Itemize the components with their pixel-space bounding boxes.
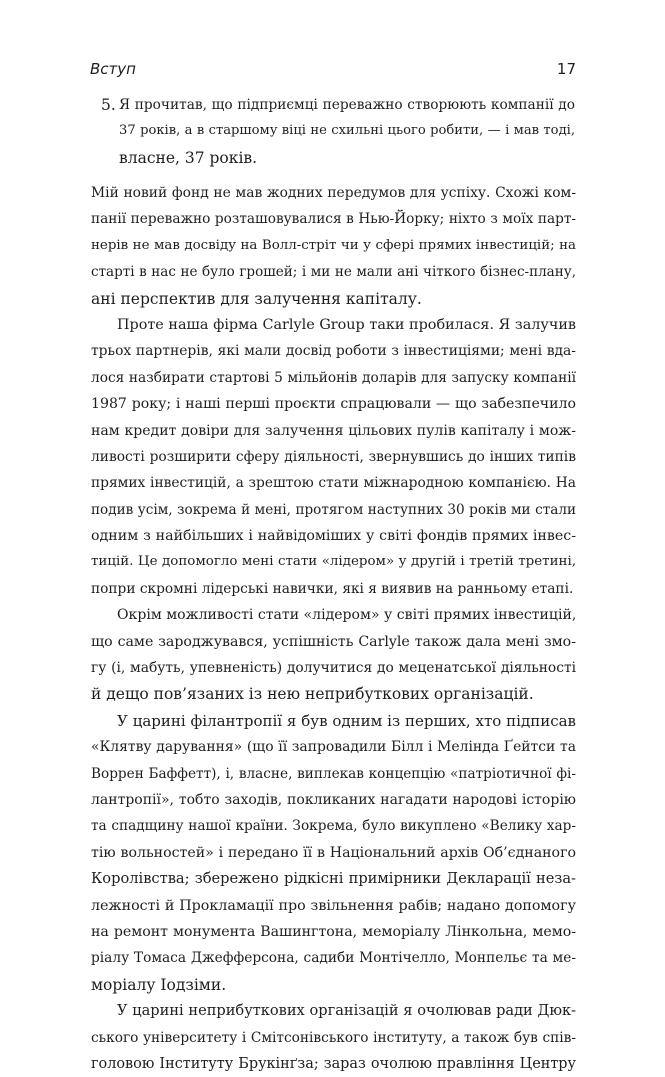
text-line: 1987 року; і наші перші проєкти спрацювали — що забезпечило — [91, 396, 576, 413]
text-line: У царині неприбуткових організацій я очолював ради Дюк- — [117, 1002, 576, 1020]
text-line: лежності й Прокламації про звільнення рабів; надано допомогу — [91, 897, 576, 914]
paragraph — [91, 312, 576, 602]
item-line: власне, 37 років. — [119, 148, 258, 167]
text-line: лося назбирати стартові 5 мільйонів доларів для запуску компанії — [91, 369, 576, 386]
text-line: попри скромні лідерські навички, які я виявив на ранньому етапі. — [91, 580, 574, 597]
text-line: подив усім, зокрема й мені, протягом наступних 30 років ми стали — [91, 501, 576, 518]
body-text — [91, 180, 576, 1077]
text-line: головою Інституту Брукінґза; зараз очолюю правління Центру — [91, 1055, 576, 1072]
item-text — [119, 92, 575, 171]
text-line: Проте наша фірма Carlyle Group таки пробилася. Я залучив — [117, 316, 576, 333]
text-line: ріалу Томаса Джефферсона, садиби Монтічелло, Монпельє та ме- — [91, 950, 576, 967]
text-line: панії переважно розташовувалися в Нью-Йорку; ніхто з моїх парт- — [91, 211, 576, 228]
text-line: нерів не мав досвіду на Волл-стріт чи у сфері прямих інвестицій; на — [91, 237, 576, 253]
text-line: У царині філантропії я був одним із перших, хто підписав — [117, 711, 576, 730]
text-line: Королівства; збережено рідкісні примірники Декларації неза- — [91, 870, 576, 888]
text-line: нам кредит довіри для залучення цільових пулів капіталу і мож- — [91, 422, 576, 439]
text-line: старті в нас не було грошей; і ми не мали ані чіткого бізнес-плану, — [91, 264, 576, 281]
text-line: Окрім можливості стати «лідером» у світі прямих інвестицій, — [117, 607, 577, 624]
running-title: Вступ — [90, 60, 136, 78]
item-line: Я прочитав, що підприємці переважно створюють компанії до — [119, 97, 575, 113]
text-line: моріалу Іодзіми. — [91, 975, 227, 994]
paragraph — [91, 708, 576, 998]
item-line: 37 років, а в старшому віці не схильні цього робити, — і мав тоді, — [119, 123, 575, 139]
item-number: 5. — [101, 96, 116, 114]
text-line: Воррен Баффетт), і, власне, виплекав концепцію «патріотичної фі- — [91, 765, 576, 782]
text-line: ського університету і Смітсонівського інституту, а також був спів- — [91, 1029, 576, 1046]
running-header — [90, 60, 576, 84]
paragraph — [91, 602, 576, 708]
page-number: 17 — [556, 60, 576, 78]
text-line: ливості розширити сферу діяльності, звернувшись до інших типів — [91, 448, 576, 465]
text-line: одним з найбільших і найвідоміших у світі фондів прямих інвес- — [91, 528, 576, 545]
text-line: що саме зароджувався, успішність Carlyle також дала мені змо- — [91, 633, 576, 650]
text-line: гу (і, мабуть, упевненість) долучитися до меценатської діяльності — [91, 660, 576, 677]
text-line: ані перспектив для залучення капіталу. — [91, 289, 422, 308]
paragraph — [91, 998, 576, 1077]
text-line: й дещо пов’язаних із нею неприбуткових організацій. — [91, 685, 534, 704]
text-line: прямих інвестицій, а зрештою стати міжнародною компанією. На — [91, 475, 576, 492]
text-line: тицій. Це допомогло мені стати «лідером» у другій і третій третині, — [91, 554, 576, 570]
text-line: «Клятву дарування» (що її запровадили Білл і Мелінда Ґейтси та — [91, 739, 576, 756]
paragraph — [91, 180, 576, 312]
text-line: Мій новий фонд не мав жодних передумов для успіху. Схожі ком- — [91, 185, 576, 201]
text-line: лантропії», тобто заходів, покликаних нагадати народові історію — [91, 791, 576, 808]
text-line: тію вольностей» і передано її в Національний архів Об’єднаного — [91, 844, 576, 861]
text-line: трьох партнерів, які мали досвід роботи з інвестиціями; мені вда- — [91, 343, 576, 360]
text-line: та спадщину нашої країни. Зокрема, було викуплено «Велику хар- — [91, 818, 576, 835]
text-line: на ремонт монумента Вашингтона, меморіалу Лінкольна, мемо- — [91, 923, 576, 940]
